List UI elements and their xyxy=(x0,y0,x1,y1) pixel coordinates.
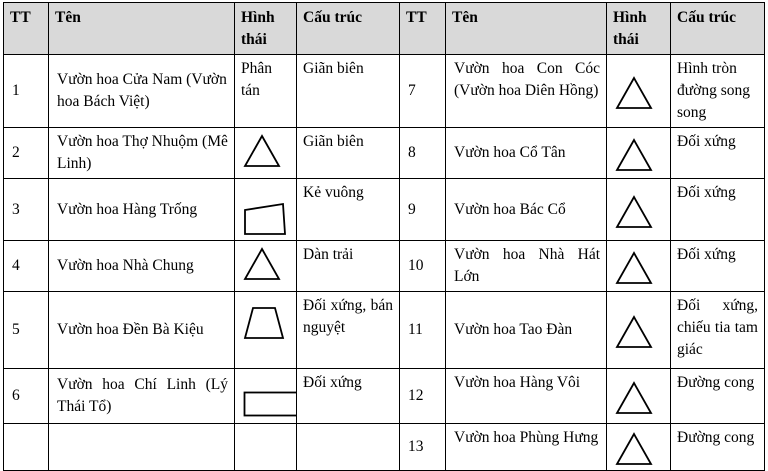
garden-name-cell xyxy=(49,424,235,471)
header-structure-left: Cấu trúc xyxy=(297,3,400,55)
form-icon-cell xyxy=(607,241,671,292)
garden-name-cell: Vườn hoa Bác Cổ xyxy=(446,179,607,241)
header-tt-right: TT xyxy=(400,3,446,55)
structure-cell: Dàn trải xyxy=(297,241,400,292)
table-row xyxy=(4,55,765,128)
garden-name-cell: Vườn hoa Phùng Hưng xyxy=(446,424,607,471)
garden-name-cell: Vườn hoa Con Cóc (Vườn hoa Diên Hồng) xyxy=(446,55,607,128)
header-structure-right: Cấu trúc xyxy=(671,3,765,55)
triangle-icon xyxy=(243,247,281,281)
tt-cell: 10 xyxy=(400,241,446,292)
garden-name-cell: Vườn hoa Cửa Nam (Vườn hoa Bách Việt) xyxy=(49,55,235,128)
structure-cell: Đường cong xyxy=(671,369,765,424)
tt-cell: 6 xyxy=(4,369,49,424)
quadrilateral-icon xyxy=(243,202,287,236)
structure-cell: Hình tròn đường song song xyxy=(671,55,765,128)
header-form-right: Hình thái xyxy=(607,3,671,55)
structure-cell: Giãn biên xyxy=(297,128,400,179)
form-icon-cell xyxy=(235,128,297,179)
structure-cell xyxy=(297,424,400,471)
garden-name-cell: Vườn hoa Thợ Nhuộm (Mê Linh) xyxy=(49,128,235,179)
garden-name-cell: Vườn hoa Đền Bà Kiệu xyxy=(49,292,235,369)
form-icon-cell xyxy=(235,369,297,424)
tt-cell: 9 xyxy=(400,179,446,241)
tt-cell: 2 xyxy=(4,128,49,179)
table-row xyxy=(4,424,765,471)
trapezoid-icon xyxy=(243,306,285,340)
structure-cell: Đường cong xyxy=(671,424,765,471)
form-icon-cell xyxy=(607,424,671,471)
form-text-cell xyxy=(235,424,297,471)
structure-cell: Đối xứng, bán nguyệt xyxy=(297,292,400,369)
structure-cell: Đối xứng xyxy=(297,369,400,424)
table-row xyxy=(4,241,765,292)
table-row xyxy=(4,179,765,241)
structure-cell: Đối xứng xyxy=(671,179,765,241)
tt-cell: 8 xyxy=(400,128,446,179)
form-text-cell: Phân tán xyxy=(235,55,297,128)
tt-cell: 3 xyxy=(4,179,49,241)
structure-cell: Đối xứng xyxy=(671,241,765,292)
garden-name-cell: Vườn hoa Chí Linh (Lý Thái Tổ) xyxy=(49,369,235,424)
triangle-icon xyxy=(615,76,653,110)
garden-name-cell: Vườn hoa Hàng Vôi xyxy=(446,369,607,424)
form-icon-cell xyxy=(235,292,297,369)
table-row xyxy=(4,128,765,179)
triangle-icon xyxy=(615,251,653,285)
garden-name-cell: Vườn hoa Nhà Hát Lớn xyxy=(446,241,607,292)
table-row xyxy=(4,369,765,424)
header-row xyxy=(4,3,765,55)
header-tt-left: TT xyxy=(4,3,49,55)
tt-cell: 7 xyxy=(400,55,446,128)
tt-cell xyxy=(4,424,49,471)
form-icon-cell xyxy=(235,241,297,292)
form-icon-cell xyxy=(235,179,297,241)
garden-name-cell: Vườn hoa Nhà Chung xyxy=(49,241,235,292)
header-name-left: Tên xyxy=(49,3,235,55)
garden-name-cell: Vườn hoa Cổ Tân xyxy=(446,128,607,179)
form-icon-cell xyxy=(607,179,671,241)
garden-name-cell: Vườn hoa Hàng Trống xyxy=(49,179,235,241)
triangle-icon xyxy=(615,381,653,415)
triangle-icon xyxy=(615,138,653,172)
structure-cell: Đối xứng, chiếu tia tam giác xyxy=(671,292,765,369)
tt-cell: 1 xyxy=(4,55,49,128)
triangle-icon xyxy=(243,134,281,168)
structure-cell: Đối xứng xyxy=(671,128,765,179)
structure-cell: Giãn biên xyxy=(297,55,400,128)
tt-cell: 5 xyxy=(4,292,49,369)
garden-table xyxy=(3,2,765,471)
header-form-left: Hình thái xyxy=(235,3,297,55)
triangle-icon xyxy=(615,195,653,229)
form-icon-cell xyxy=(607,292,671,369)
tt-cell: 12 xyxy=(400,369,446,424)
form-icon-cell xyxy=(607,128,671,179)
triangle-icon xyxy=(615,315,653,349)
triangle-icon xyxy=(615,432,653,466)
form-icon-cell xyxy=(607,55,671,128)
form-icon-cell xyxy=(607,369,671,424)
structure-cell: Kẻ vuông xyxy=(297,179,400,241)
rectangle-icon xyxy=(243,391,297,417)
table-row xyxy=(4,292,765,369)
tt-cell: 11 xyxy=(400,292,446,369)
header-name-right: Tên xyxy=(446,3,607,55)
tt-cell: 13 xyxy=(400,424,446,471)
tt-cell: 4 xyxy=(4,241,49,292)
garden-name-cell: Vườn hoa Tao Đàn xyxy=(446,292,607,369)
